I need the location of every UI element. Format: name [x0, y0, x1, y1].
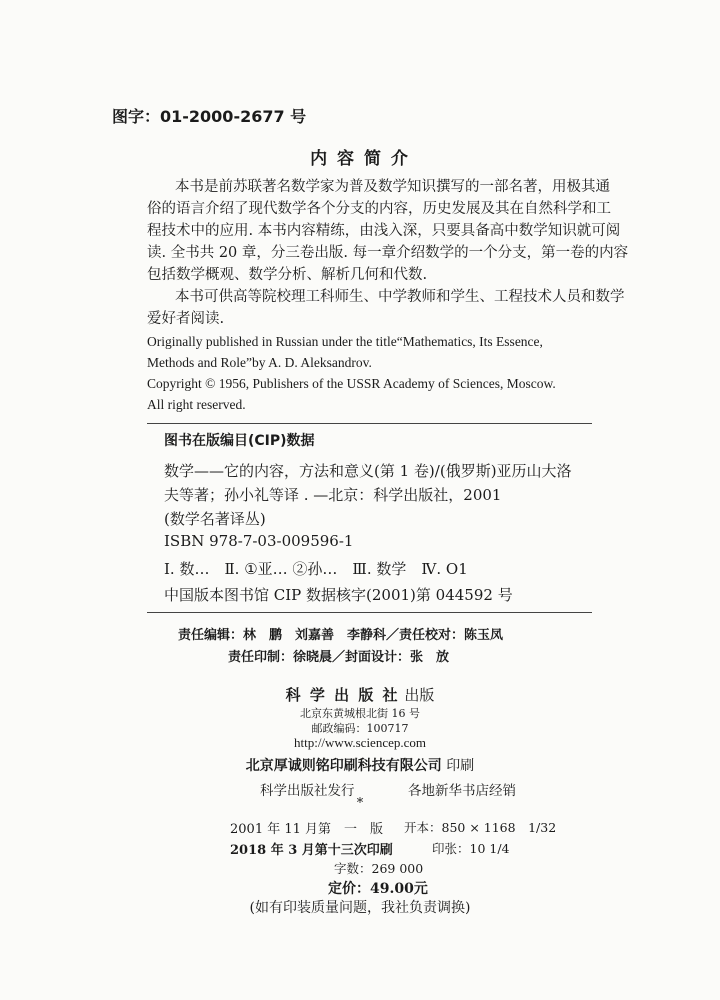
cip-classification: Ⅰ. 数… Ⅱ. ①亚… ②孙… Ⅲ. 数学 Ⅳ. O1 — [164, 560, 468, 578]
english-line: Methods and Role”by A. D. Aleksandrov. — [147, 355, 372, 370]
edition-format: 开本：850 × 1168 1/32 — [404, 820, 557, 835]
printer-line — [0, 755, 720, 775]
publisher-line — [0, 684, 720, 705]
summary-line: 爱好者阅读. — [147, 311, 225, 327]
cip-bottom-rule — [147, 612, 592, 613]
summary-title: 内 容 简 介 — [310, 149, 410, 169]
edition-sheets: 印张：10 1/4 — [432, 841, 510, 856]
edition-reprint: 2018 年 3 月第十三次印刷 — [230, 843, 393, 858]
printer-name: 北京厚诚则铭印刷科技有限公司 — [245, 758, 442, 774]
printer-suffix: 印刷 — [446, 758, 475, 774]
summary-line: 读. 全书共 20 章，分三卷出版. 每一章介绍数学的一个分支，第一卷的内容 — [147, 245, 629, 261]
cip-record-number: 中国版本图书馆 CIP 数据核字(2001)第 044592 号 — [164, 586, 513, 604]
publisher-postcode: 邮政编码：100717 — [311, 722, 409, 735]
publisher-url: http://www.sciencep.com — [293, 735, 426, 750]
separator-star: * — [356, 796, 364, 811]
quality-notice: (如有印装质量问题，我社负责调换) — [249, 900, 471, 916]
sellers: 各地新华书店经销 — [408, 783, 516, 799]
production-line: 责任印制：徐晓晨／封面设计：张 放 — [228, 650, 450, 665]
publisher-name: 科 学 出 版 社 — [285, 686, 400, 704]
price: 定价：49.00元 — [328, 881, 428, 897]
editors-line: 责任编辑：林 鹏 刘嘉善 李静科／责任校对：陈玉凤 — [178, 628, 504, 643]
cip-line: 数学——它的内容，方法和意义(第 1 卷)/(俄罗斯)亚历山大洛 — [164, 462, 572, 480]
edition-first: 2001 年 11 月第 一 版 — [230, 822, 384, 837]
cip-line: 夫等著；孙小礼等译 . —北京：科学出版社，2001 — [164, 486, 502, 504]
english-line: Originally published in Russian under the title“Mathematics, Its Essence, — [147, 334, 543, 349]
summary-line: 程技术中的应用. 本书内容精练，由浅入深，只要具备高中数学知识就可阅 — [147, 223, 621, 239]
summary-line: 俗的语言介绍了现代数学各个分支的内容，历史发展及其在自然科学和工 — [147, 201, 611, 217]
publisher-address: 北京东黄城根北街 16 号 — [300, 707, 420, 720]
english-line: All right reserved. — [147, 397, 246, 412]
english-line: Copyright © 1956, Publishers of the USSR Academy of Sciences, Moscow. — [147, 376, 556, 391]
publisher-suffix: 出版 — [404, 686, 435, 704]
word-count: 字数：269 000 — [334, 861, 424, 876]
distributor: 科学出版社发行 — [260, 783, 355, 799]
cip-line: (数学名著译丛) — [164, 510, 266, 528]
cip-top-rule — [147, 423, 592, 424]
cip-heading: 图书在版编目(CIP)数据 — [164, 433, 315, 449]
tuzi-number: 图字：01-2000-2677 号 — [112, 107, 307, 126]
summary-line: 包括数学概观、数学分析、解析几何和代数. — [147, 267, 428, 283]
summary-line: 本书是前苏联著名数学家为普及数学知识撰写的一部名著，用极其通 — [175, 179, 610, 195]
summary-line: 本书可供高等院校理工科师生、中学教师和学生、工程技术人员和数学 — [175, 289, 625, 305]
cip-isbn: ISBN 978-7-03-009596-1 — [164, 532, 354, 550]
